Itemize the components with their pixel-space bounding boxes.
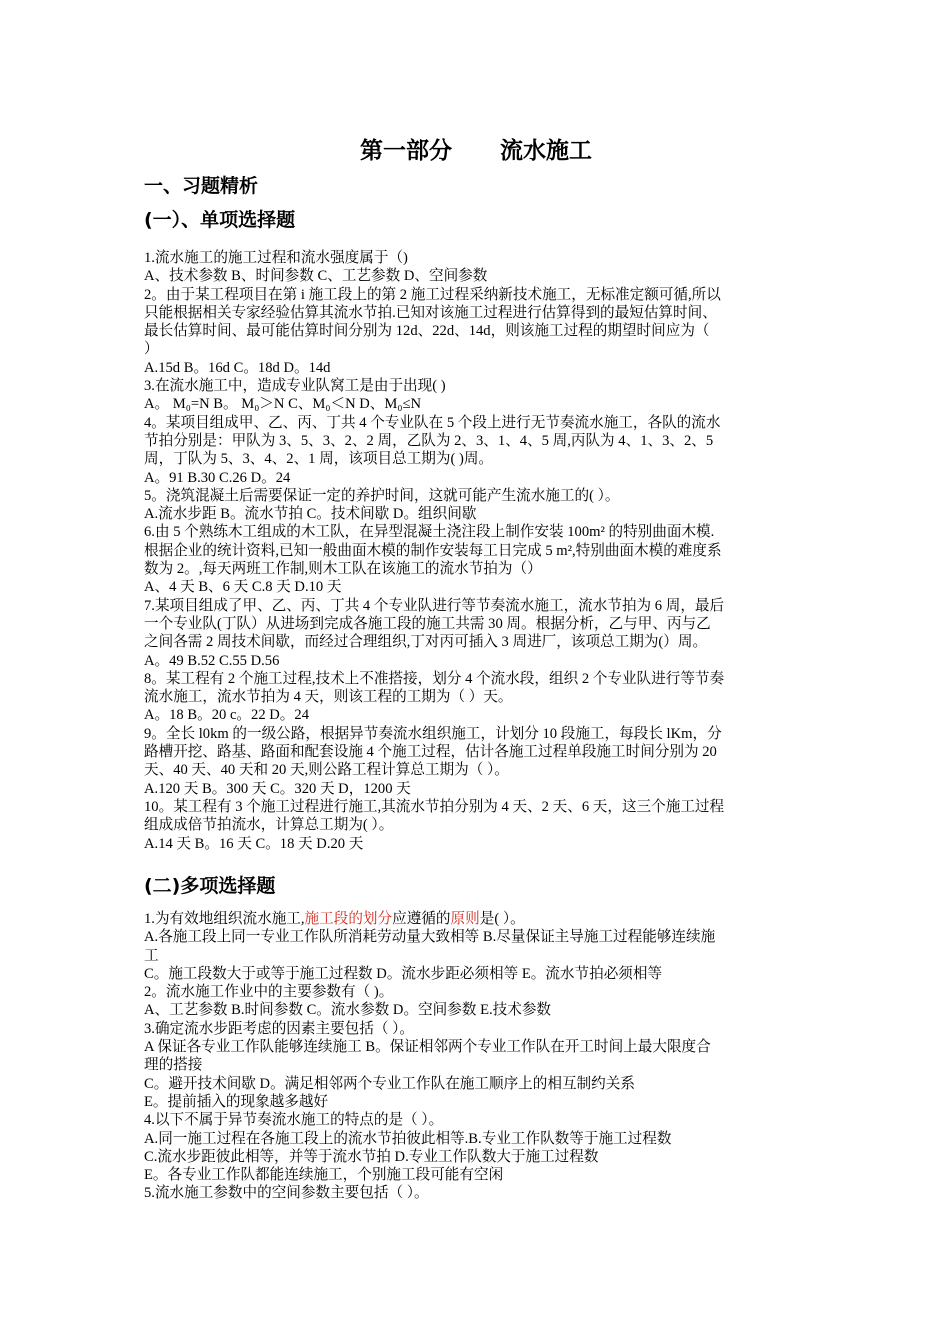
question-line: A。18 B。20 c。22 D。24 [144, 707, 309, 724]
question-line: A 保证各专业工作队能够连续施工 B。保证相邻两个专业工作队在开工时间上最大限度合 [144, 1039, 711, 1056]
question-line: 流水施工，流水节拍为 4 天，则该工程的工期为（ ）天。 [144, 689, 513, 706]
question-line: 1.流水施工的施工过程和流水强度属于（) [144, 250, 408, 266]
question-line: A.同一施工过程在各施工段上的流水节拍彼此相等.B.专业工作队数等于施工过程数 [144, 1130, 672, 1147]
question-line: E。提前插入的现象越多越好 [144, 1093, 329, 1110]
question-line: E。各专业工作队都能连续施工，个别施工段可能有空闲 [144, 1167, 504, 1184]
question-line: 之间各需 2 周技术间歇，而经过合理组织,丁对丙可插入 3 周进厂，该项总工期为(）周。 [144, 634, 708, 651]
subsection-heading-multiple-choice: (二)多项选择题 [144, 875, 276, 897]
question-line: 9。全长 l0km 的一级公路，根据异节奏流水组织施工，计划分 10 段施工，每段长 lKm，分 [144, 725, 722, 742]
question-text: 应遵循的 [392, 911, 451, 927]
question-line: A、工艺参数 B.时间参数 C。流水参数 D。空间参数 E.技术参数 [144, 1002, 552, 1019]
question-line: C。施工段数大于或等于施工过程数 D。流水步距必须相等 E。流水节拍必须相等 [144, 965, 663, 982]
question-line: 根据企业的统计资料,已知一般曲面木模的制作安装每工日完成 5 m²,特别曲面木模的难度系 [144, 542, 722, 559]
question-line: 数为 2。,每天两班工作制,则木工队在该施工的流水节拍为（） [144, 561, 542, 578]
question-line: 理的搭接 [144, 1057, 203, 1074]
question-line: C.流水步距彼此相等，并等于流水节拍 D.专业工作队数大于施工过程数 [144, 1148, 599, 1165]
question-line: 一个专业队(丁队）从进场到完成各施工段的施工共需 30 周。根据分析，乙与甲、丙与乙 [144, 615, 711, 632]
question-line: A.15d B。16d C。18d D。14d [144, 359, 331, 376]
question-line: 最长估算时间、最可能估算时间分别为 12d、22d、14d，则该施工过程的期望时间应为（ [144, 323, 710, 340]
multiple-choice-questions [144, 910, 808, 1203]
highlighted-text: 施工段的划分 [304, 911, 393, 927]
question-line [144, 910, 808, 928]
question-line: ） [144, 341, 159, 358]
question-line: 工 [144, 947, 159, 964]
question-line: 10。某工程有 3 个施工过程进行施工,其流水节拍分别为 4 天、2 天、6 天，这三个施工过程 [144, 798, 725, 815]
question-line: 天、40 天、40 天和 20 天,则公路工程计算总工期为（ ）。 [144, 762, 509, 779]
single-choice-questions [144, 249, 808, 853]
question-line: 4。某项目组成甲、乙、丙、丁共 4 个专业队在 5 个段上进行无节奏流水施工，各队的流水 [144, 414, 721, 431]
subsection-heading-single-choice: (一）、单项选择题 [144, 209, 296, 231]
highlighted-text: 原则 [450, 911, 480, 927]
page-title: 第一部分 流水施工 [359, 138, 593, 164]
question-line: 组成成倍节拍流水，计算总工期为( ）。 [144, 817, 394, 834]
question-line: 5。浇筑混凝土后需要保证一定的养护时间，这就可能产生流水施工的( ）。 [144, 487, 620, 504]
question-line: A.120 天 B。300 天 C。320 天 D，1200 天 [144, 780, 411, 797]
question-text: 1.为有效地组织流水施工, [144, 911, 305, 927]
question-line: A.流水步距 B。流水节拍 C。技术间歇 D。组织间歇 [144, 506, 477, 523]
question-line: C。避开技术间歇 D。满足相邻两个专业工作队在施工顺序上的相互制约关系 [144, 1075, 635, 1092]
question-line: A。49 B.52 C.55 D.56 [144, 652, 280, 669]
question-line: 4.以下不属于异节奏流水施工的特点的是（ ）。 [144, 1112, 444, 1129]
question-line: A.各施工段上同一专业工作队所消耗劳动量大致相等 B.尽量保证主导施工过程能够连续施 [144, 929, 716, 946]
question-line: A、技术参数 B、时间参数 C、工艺参数 D、空间参数 [144, 268, 488, 285]
question-line: 只能根据相关专家经验估算其流水节拍.已知对该施工过程进行估算得到的最短估算时间、 [144, 304, 717, 321]
section-heading: 一、习题精析 [144, 175, 259, 197]
question-line: 3.确定流水步距考虑的因素主要包括（ ）。 [144, 1020, 414, 1037]
question-text: 是( ）。 [479, 911, 525, 927]
question-line: 6.由 5 个熟练木工组成的木工队，在异型混凝土浇注段上制作安装 100m² 的特别曲面木模. [144, 524, 715, 541]
question-line: 路槽开挖、路基、路面和配套设施 4 个施工过程，估计各施工过程单段施工时间分别为 20 [144, 744, 717, 761]
question-line: 7.某项目组成了甲、乙、丙、丁共 4 个专业队进行等节奏流水施工，流水节拍为 6 周，最后 [144, 597, 725, 614]
question-line: 2。流水施工作业中的主要参数有（ )。 [144, 984, 394, 1001]
question-line: 3.在流水施工中，造成专业队窝工是由于出现( ) [144, 378, 446, 395]
question-line: 8。某工程有 2 个施工过程,技术上不准搭接，划分 4 个流水段，组织 2 个专业队进行等节奏 [144, 670, 725, 687]
question-line: A、4 天 B、6 天 C.8 天 D.10 天 [144, 579, 342, 596]
question-line: A。91 B.30 C.26 D。24 [144, 469, 291, 486]
question-line: 节拍分别是：甲队为 3、5、3、2、2 周，乙队为 2、3、1、4、5 周,丙队为 4、1、3、2、5 [144, 432, 714, 449]
question-line: A.14 天 B。16 天 C。18 天 D.20 天 [144, 835, 364, 852]
question-line: 2。由于某工程项目在第 i 施工段上的第 2 施工过程采纳新技术施工，无标准定额可循,所以 [144, 286, 721, 303]
question-line: 5.流水施工参数中的空间参数主要包括（ ）。 [144, 1185, 429, 1202]
question-line: A。 M₀=N B。 M₀＞N C、M₀＜N D、M₀≤N [144, 396, 422, 413]
question-line: 周，丁队为 5、3、4、2、1 周，该项目总工期为( )周。 [144, 451, 494, 468]
